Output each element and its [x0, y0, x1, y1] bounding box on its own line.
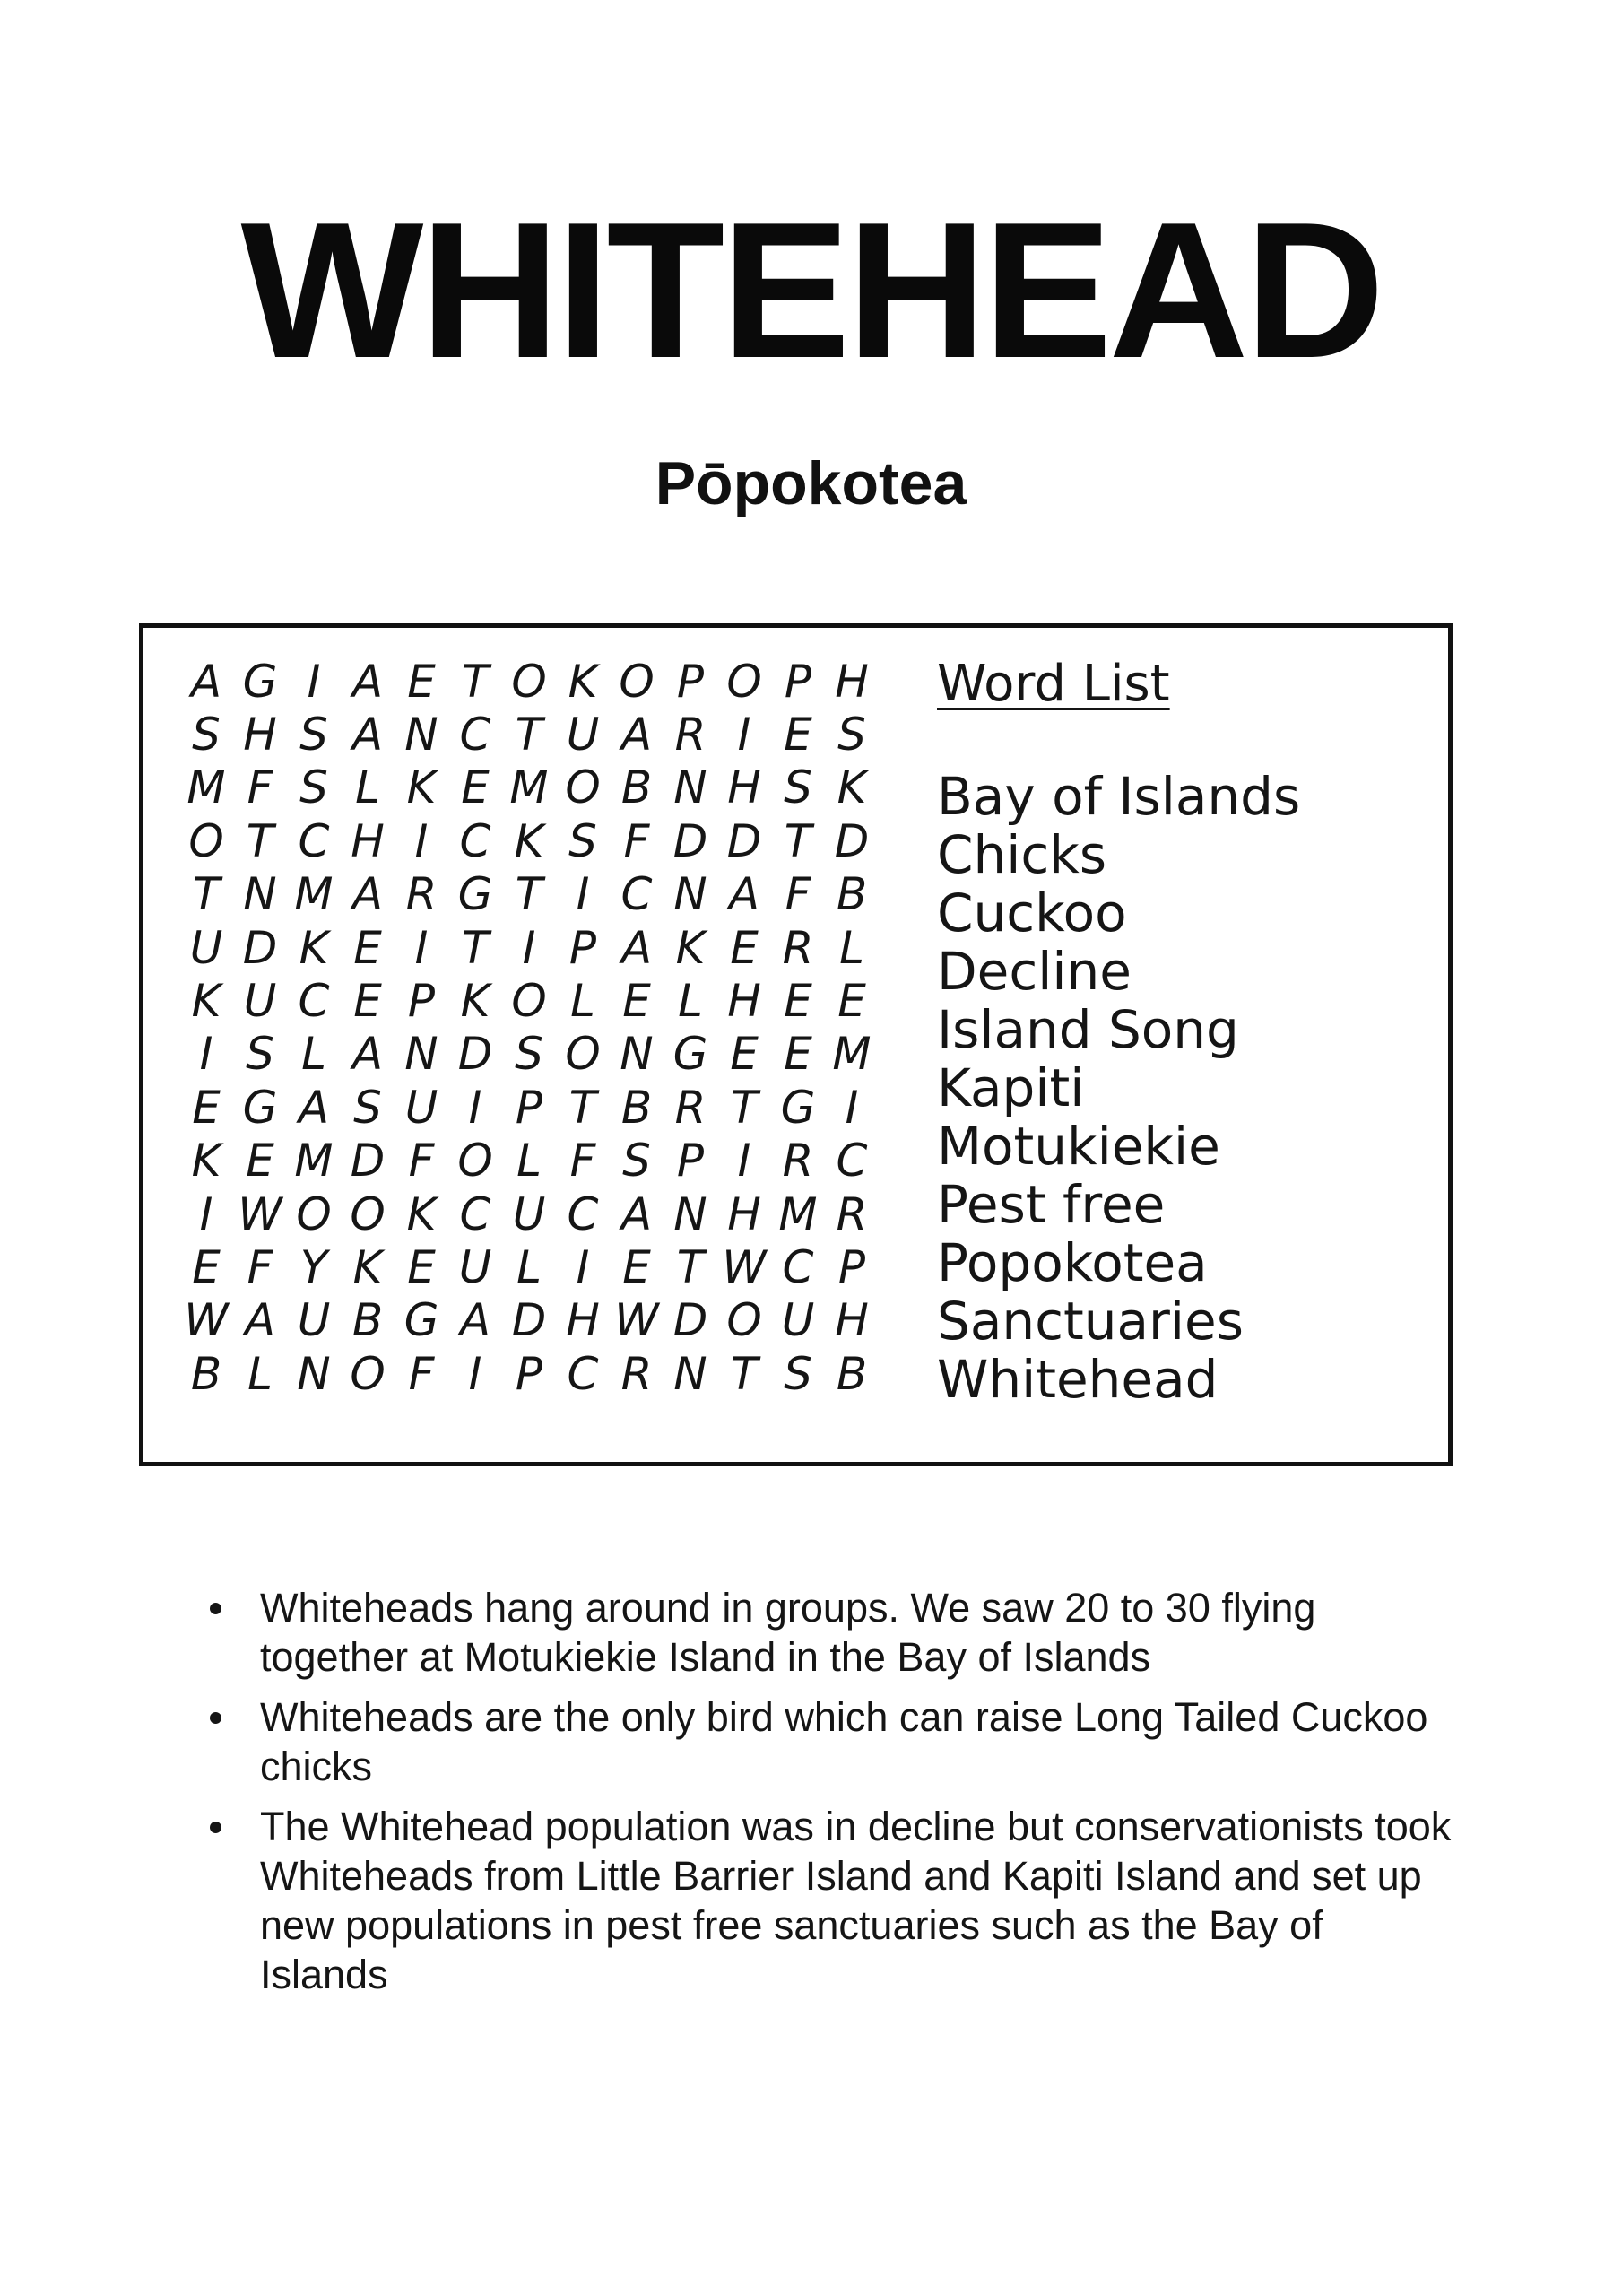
grid-letter: E [784, 975, 812, 1028]
grid-letter: H [835, 1294, 869, 1347]
grid-letter: T [730, 1347, 759, 1400]
grid-letter: I [737, 1135, 751, 1187]
grid-letter: O [350, 1187, 386, 1240]
grid-letter: T [192, 868, 221, 921]
grid-letter: A [298, 1081, 330, 1134]
grid-letter: O [511, 975, 547, 1028]
grid-letter: K [406, 761, 437, 814]
page-subtitle: Pōpokotea [655, 449, 967, 517]
grid-letter: F [247, 761, 273, 814]
page-title: WHITEHEAD [240, 181, 1382, 398]
word-list-item: Kapiti [937, 1057, 1085, 1118]
word-list-item: Motukiekie [937, 1116, 1220, 1177]
grid-letter: P [676, 1135, 705, 1187]
grid-letter: D [672, 814, 708, 867]
grid-letter: M [778, 1187, 818, 1240]
grid-letter: D [834, 814, 870, 867]
grid-letter: S [299, 709, 328, 761]
grid-letter: K [191, 1135, 221, 1187]
grid-letter: G [780, 1081, 816, 1134]
grid-letter: B [620, 761, 653, 814]
grid-letter: P [676, 655, 705, 708]
grid-letter: O [619, 655, 655, 708]
grid-letter: A [244, 1294, 276, 1347]
grid-letter: I [199, 1187, 213, 1240]
grid-letter: C [782, 1240, 814, 1293]
grid-letter: Y [299, 1240, 328, 1293]
grid-letter: O [726, 655, 762, 708]
grid-letter: R [782, 921, 814, 974]
grid-letter: U [404, 1081, 438, 1134]
word-list-item: Sanctuaries [937, 1291, 1244, 1352]
fact-item [206, 1583, 1462, 1682]
grid-row [179, 1135, 932, 1187]
grid-letter: E [837, 975, 866, 1028]
grid-letter: H [243, 709, 277, 761]
grid-letter: H [727, 975, 761, 1028]
facts-list [206, 1583, 1462, 2010]
grid-letter: M [832, 1028, 872, 1081]
grid-letter: E [730, 921, 759, 974]
fact-text: Whiteheads are the only bird which can raise Long Tailed Cuckoo chicks [260, 1694, 1428, 1789]
grid-letter: E [461, 761, 490, 814]
grid-row [179, 1081, 932, 1134]
grid-letter: C [459, 814, 491, 867]
grid-letter: P [784, 655, 812, 708]
grid-letter: U [458, 1240, 492, 1293]
fact-item [206, 1802, 1462, 1999]
grid-letter: O [296, 1187, 332, 1240]
grid-letter: B [836, 868, 868, 921]
grid-letter: W [614, 1294, 659, 1347]
grid-letter: C [298, 975, 330, 1028]
grid-letter: N [404, 709, 438, 761]
word-list-item: Popokotea [937, 1232, 1208, 1293]
grid-letter: I [522, 921, 536, 974]
grid-row [179, 655, 932, 708]
grid-letter: E [622, 1240, 651, 1293]
grid-letter: I [414, 814, 429, 867]
grid-letter: N [297, 1347, 331, 1400]
grid-letter: U [781, 1294, 815, 1347]
grid-letter: E [784, 709, 812, 761]
fact-text: The Whitehead population was in decline but conservationists took Whiteheads from Little Barrier Island and Kapiti Island and set up new populations in pest free sanctuaries such as the Bay of Islands [260, 1804, 1452, 1997]
grid-letter: D [726, 814, 762, 867]
grid-row [179, 1028, 932, 1081]
grid-letter: O [350, 1347, 386, 1400]
grid-letter: R [620, 1347, 653, 1400]
grid-row [179, 868, 932, 921]
grid-letter: R [836, 1187, 868, 1240]
grid-letter: R [674, 709, 707, 761]
grid-letter: K [837, 761, 867, 814]
grid-letter: F [408, 1135, 435, 1187]
word-list-items [937, 766, 1439, 1412]
grid-letter: C [620, 868, 653, 921]
grid-letter: I [199, 1028, 213, 1081]
grid-letter: A [620, 1187, 653, 1240]
grid-letter: T [515, 868, 543, 921]
grid-letter: S [515, 1028, 543, 1081]
grid-letter: M [509, 761, 549, 814]
grid-letter: B [836, 1347, 868, 1400]
grid-letter: E [730, 1028, 759, 1081]
word-list-item: Pest free [937, 1174, 1166, 1235]
grid-letter: F [785, 868, 811, 921]
grid-letter: E [246, 1135, 274, 1187]
letter-grid [179, 655, 932, 1400]
grid-letter: E [353, 975, 382, 1028]
grid-row [179, 1187, 932, 1240]
grid-letter: A [351, 655, 384, 708]
grid-letter: D [672, 1294, 708, 1347]
grid-letter: B [620, 1081, 653, 1134]
grid-letter: L [355, 761, 380, 814]
grid-letter: I [468, 1081, 482, 1134]
grid-letter: T [461, 655, 490, 708]
grid-row [179, 1294, 932, 1347]
grid-letter: N [673, 1347, 707, 1400]
grid-letter: I [576, 1240, 590, 1293]
grid-letter: D [242, 921, 278, 974]
grid-letter: L [516, 1135, 542, 1187]
grid-letter: O [188, 814, 224, 867]
grid-letter: S [837, 709, 866, 761]
grid-letter: K [514, 814, 544, 867]
grid-letter: U [189, 921, 223, 974]
grid-row [179, 921, 932, 974]
grid-letter: I [576, 868, 590, 921]
bullet-icon [210, 1822, 221, 1833]
grid-letter: O [457, 1135, 493, 1187]
grid-letter: S [622, 1135, 651, 1187]
grid-letter: N [673, 868, 707, 921]
grid-letter: I [414, 921, 429, 974]
grid-letter: B [351, 1294, 384, 1347]
grid-letter: H [351, 814, 385, 867]
grid-letter: S [299, 761, 328, 814]
grid-letter: A [351, 868, 384, 921]
grid-letter: L [570, 975, 595, 1028]
grid-letter: U [297, 1294, 331, 1347]
grid-letter: E [192, 1240, 221, 1293]
grid-letter: S [784, 761, 812, 814]
grid-letter: M [186, 761, 226, 814]
grid-letter: C [836, 1135, 868, 1187]
grid-letter: K [352, 1240, 383, 1293]
grid-letter: K [675, 921, 706, 974]
grid-letter: O [565, 761, 601, 814]
grid-letter: C [567, 1347, 599, 1400]
grid-letter: T [784, 814, 812, 867]
grid-letter: G [457, 868, 493, 921]
grid-letter: S [784, 1347, 812, 1400]
grid-letter: O [726, 1294, 762, 1347]
grid-row [179, 708, 932, 761]
grid-letter: A [728, 868, 760, 921]
word-list [937, 655, 1439, 1412]
grid-letter: H [566, 1294, 600, 1347]
grid-row [179, 1347, 932, 1400]
grid-letter: N [404, 1028, 438, 1081]
grid-letter: B [190, 1347, 222, 1400]
fact-item [206, 1692, 1462, 1791]
grid-letter: P [515, 1347, 543, 1400]
grid-letter: A [351, 1028, 384, 1081]
grid-row [179, 761, 932, 814]
grid-letter: T [246, 814, 274, 867]
word-list-item: Bay of Islands [937, 766, 1301, 827]
grid-letter: A [620, 709, 653, 761]
grid-letter: L [516, 1240, 542, 1293]
grid-letter: G [672, 1028, 708, 1081]
grid-letter: R [782, 1135, 814, 1187]
grid-letter: S [353, 1081, 382, 1134]
grid-letter: P [568, 921, 597, 974]
grid-letter: E [353, 921, 382, 974]
grid-letter: C [459, 1187, 491, 1240]
grid-letter: H [727, 761, 761, 814]
grid-letter: W [722, 1240, 767, 1293]
grid-letter: A [620, 921, 653, 974]
grid-letter: T [568, 1081, 597, 1134]
grid-letter: L [301, 1028, 326, 1081]
grid-letter: I [845, 1081, 859, 1134]
grid-letter: K [299, 921, 329, 974]
word-list-item: Whitehead [937, 1349, 1219, 1410]
grid-letter: P [515, 1081, 543, 1134]
grid-letter: L [247, 1347, 273, 1400]
grid-letter: G [403, 1294, 439, 1347]
grid-letter: K [460, 975, 490, 1028]
grid-letter: L [678, 975, 703, 1028]
grid-letter: E [784, 1028, 812, 1081]
grid-letter: A [351, 709, 384, 761]
grid-letter: M [294, 1135, 334, 1187]
word-list-item: Island Song [937, 999, 1239, 1060]
grid-letter: C [567, 1187, 599, 1240]
grid-letter: H [835, 655, 869, 708]
word-list-item: Decline [937, 941, 1132, 1002]
grid-letter: K [191, 975, 221, 1028]
word-list-item: Cuckoo [937, 883, 1127, 944]
bullet-icon [210, 1712, 221, 1724]
grid-letter: P [837, 1240, 866, 1293]
grid-letter: A [459, 1294, 491, 1347]
grid-letter: U [243, 975, 277, 1028]
grid-letter: K [406, 1187, 437, 1240]
grid-row [179, 974, 932, 1027]
grid-letter: D [457, 1028, 493, 1081]
bullet-icon [210, 1603, 221, 1614]
grid-letter: I [468, 1347, 482, 1400]
grid-letter: M [294, 868, 334, 921]
grid-letter: U [512, 1187, 546, 1240]
grid-letter: R [674, 1081, 707, 1134]
grid-letter: G [242, 655, 278, 708]
word-list-heading: Word List [937, 655, 1170, 713]
grid-letter: L [839, 921, 864, 974]
grid-letter: F [569, 1135, 596, 1187]
grid-letter: O [565, 1028, 601, 1081]
word-list-item: Chicks [937, 824, 1107, 885]
grid-letter: W [238, 1187, 282, 1240]
grid-letter: H [727, 1187, 761, 1240]
grid-letter: W [184, 1294, 229, 1347]
grid-letter: E [192, 1081, 221, 1134]
grid-letter: S [192, 709, 221, 761]
grid-letter: R [405, 868, 438, 921]
grid-letter: C [298, 814, 330, 867]
grid-letter: I [307, 655, 321, 708]
grid-letter: C [459, 709, 491, 761]
fact-text: Whiteheads hang around in groups. We saw 20 to 30 flying together at Motukiekie Island in the Bay of Islands [260, 1585, 1316, 1680]
grid-letter: T [461, 921, 490, 974]
grid-letter: D [350, 1135, 386, 1187]
grid-letter: F [408, 1347, 435, 1400]
grid-letter: F [247, 1240, 273, 1293]
grid-letter: S [246, 1028, 274, 1081]
grid-letter: O [511, 655, 547, 708]
grid-letter: N [243, 868, 277, 921]
grid-letter: N [620, 1028, 654, 1081]
grid-letter: G [242, 1081, 278, 1134]
grid-letter: I [737, 709, 751, 761]
grid-letter: P [407, 975, 436, 1028]
grid-letter: A [190, 655, 222, 708]
grid-letter: T [515, 709, 543, 761]
grid-letter: T [730, 1081, 759, 1134]
grid-letter: T [676, 1240, 705, 1293]
grid-letter: U [566, 709, 600, 761]
grid-letter: N [673, 761, 707, 814]
grid-letter: N [673, 1187, 707, 1240]
word-search-box [139, 623, 1453, 1466]
grid-letter: D [511, 1294, 547, 1347]
grid-letter: S [568, 814, 597, 867]
grid-letter: F [623, 814, 650, 867]
grid-letter: E [622, 975, 651, 1028]
grid-letter: E [407, 655, 436, 708]
grid-letter: E [407, 1240, 436, 1293]
grid-row [179, 1240, 932, 1293]
grid-letter: K [568, 655, 598, 708]
grid-row [179, 814, 932, 867]
